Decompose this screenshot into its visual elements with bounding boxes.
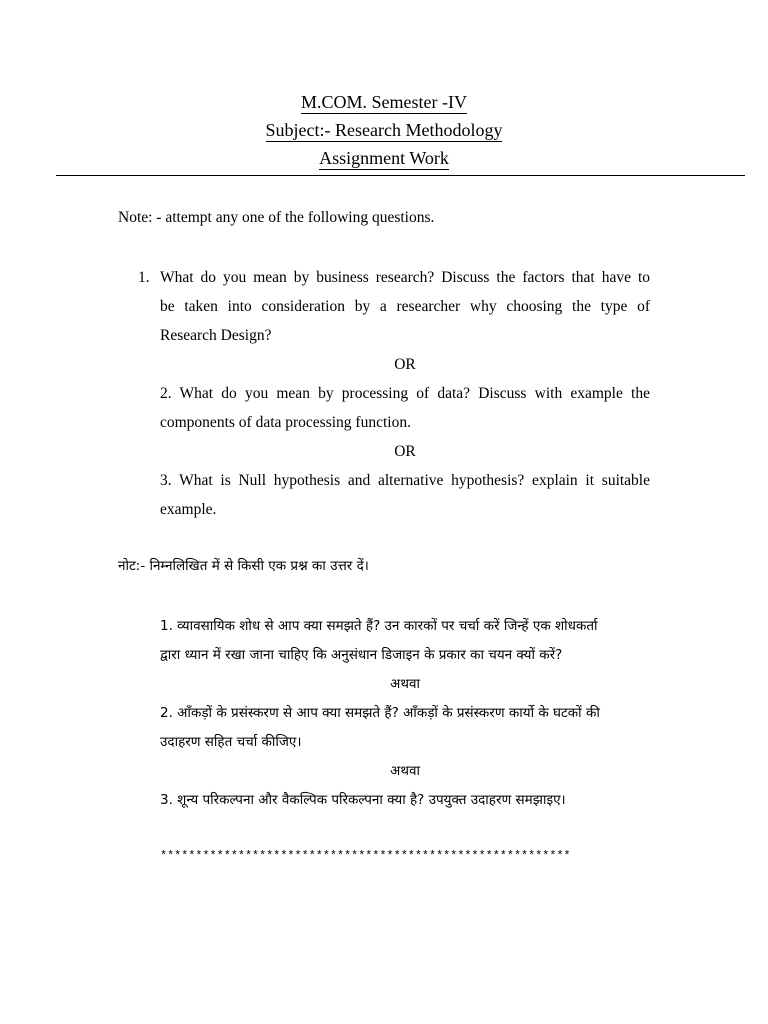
hindi-q1-line2: द्वारा ध्यान में रखा जाना चाहिए कि अनुसंधान डिजाइन के प्रकार का चयन क्यों करें? bbox=[160, 647, 563, 663]
english-q3-line1: 3. What is Null hypothesis and alternative hypothesis? explain it suitable bbox=[160, 472, 650, 489]
english-q3-line2: example. bbox=[160, 501, 217, 518]
header-divider bbox=[56, 175, 745, 176]
hindi-q2-line1: 2. आँकड़ों के प्रसंस्करण से आप क्या समझते हैं? आँकड़ों के प्रसंस्करण कार्यो के घटकों की bbox=[160, 705, 600, 721]
title-subject-text: Subject:- Research Methodology bbox=[265, 120, 503, 140]
hindi-note: नोट:- निम्नलिखित में से किसी एक प्रश्न का उत्तर दें। bbox=[118, 558, 369, 574]
title-semester-text: M.COM. Semester -IV bbox=[301, 92, 467, 112]
title-subject bbox=[0, 119, 768, 141]
hindi-q3-line1: 3. शून्य परिकल्पना और वैकल्पिक परिकल्पना क्या है? उपयुक्त उदाहरण समझाइए। bbox=[160, 792, 566, 808]
hindi-q2-line2: उदाहरण सहित चर्चा कीजिए। bbox=[160, 734, 302, 750]
english-q1-line1: What do you mean by business research? Discuss the factors that have to bbox=[160, 269, 650, 286]
hindi-q1-line1: 1. व्यावसायिक शोध से आप क्या समझते हैं? उन कारकों पर चर्चा करें जिन्हें एक शोधकर्ता bbox=[160, 618, 598, 634]
english-q1-number: 1. bbox=[138, 269, 150, 286]
hindi-or-2: अथवा bbox=[390, 763, 420, 779]
english-q2-line2: components of data processing function. bbox=[160, 414, 411, 431]
title-semester bbox=[0, 91, 768, 113]
title-assignment bbox=[0, 147, 768, 169]
hindi-or-1: अथवा bbox=[390, 676, 420, 692]
english-q2-line1: 2. What do you mean by processing of data? Discuss with example the bbox=[160, 385, 650, 402]
english-or-2: OR bbox=[394, 443, 416, 460]
english-note: Note: - attempt any one of the following questions. bbox=[118, 209, 435, 226]
footer-stars-divider: ********************************************************** bbox=[160, 849, 571, 863]
english-q1-line2: be taken into consideration by a researcher why choosing the type of bbox=[160, 298, 650, 315]
english-or-1: OR bbox=[394, 356, 416, 373]
english-q1-line3: Research Design? bbox=[160, 327, 272, 344]
title-assignment-text: Assignment Work bbox=[319, 148, 449, 168]
